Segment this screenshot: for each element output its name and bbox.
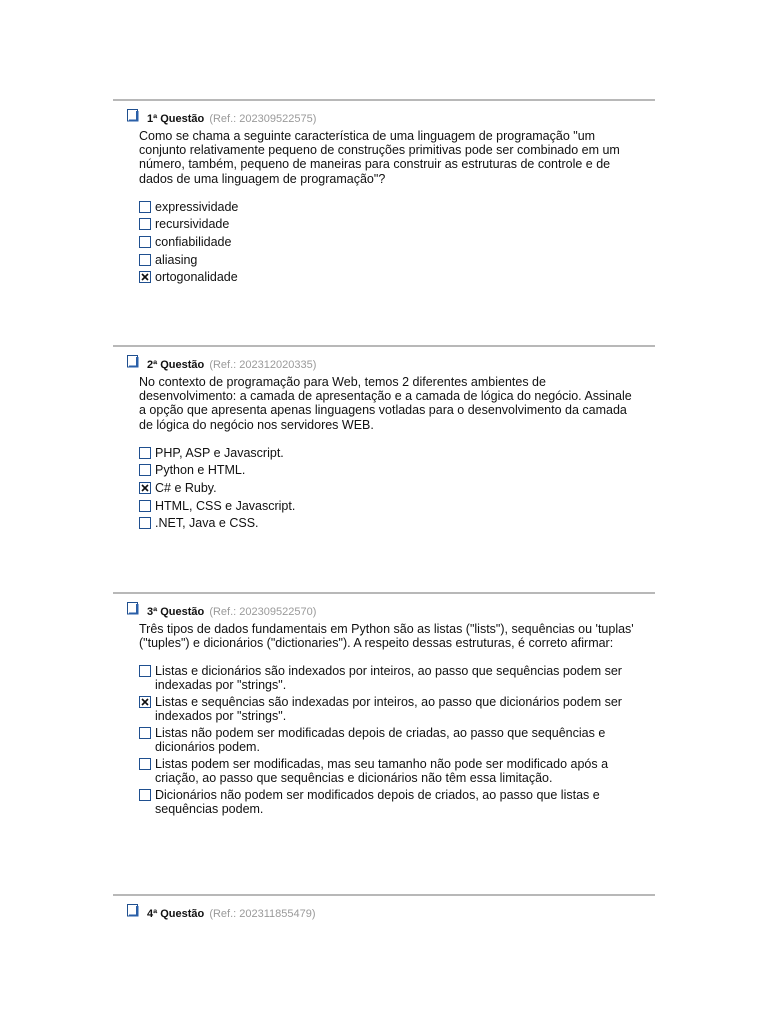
- answer-option[interactable]: [139, 788, 639, 816]
- question-number: 4ª Questão: [147, 908, 205, 920]
- checkbox[interactable]: [139, 789, 151, 801]
- answer-option[interactable]: [139, 499, 639, 513]
- question-number: 1ª Questão: [147, 113, 205, 125]
- answer-options: [139, 200, 639, 284]
- question-text: No contexto de programação para Web, temos 2 diferentes ambientes de desenvolvimento: a camada de apresentação e a camada de lógica do negócio. Assinale a opção que apresenta apenas linguagens votladas para o desenvolvimento da camada de lógica do negócio nos servidores WEB.: [139, 375, 632, 432]
- option-label: Listas podem ser modificadas, mas seu tamanho não pode ser modificado após a criação, ao passo que sequências e dicionários não têm essa limitação.: [155, 757, 609, 786]
- question-divider: [113, 345, 655, 347]
- x-mark-icon: [141, 698, 149, 706]
- checkbox-checked[interactable]: [139, 271, 151, 283]
- question-4: [113, 894, 655, 922]
- answer-option[interactable]: [139, 270, 639, 284]
- option-label: C# e Ruby.: [155, 481, 217, 495]
- answer-option[interactable]: [139, 200, 639, 214]
- question-header: [113, 602, 655, 620]
- question-divider: [113, 99, 655, 101]
- answer-option[interactable]: [139, 217, 639, 231]
- question-number: 2ª Questão: [147, 359, 205, 371]
- question-ref: (Ref.: 202309522570): [209, 606, 317, 618]
- answer-option[interactable]: [139, 757, 639, 785]
- option-label: ortogonalidade: [155, 270, 238, 285]
- document-icon: [127, 355, 139, 368]
- answer-option[interactable]: [139, 253, 639, 267]
- checkbox[interactable]: [139, 665, 151, 677]
- document-icon: [127, 602, 139, 615]
- document-icon: [127, 109, 139, 122]
- checkbox-checked[interactable]: [139, 482, 151, 494]
- question-ref: (Ref.: 202311855479): [209, 908, 316, 920]
- checkbox[interactable]: [139, 201, 151, 213]
- answer-option[interactable]: [139, 235, 639, 249]
- option-label: confiabilidade: [155, 235, 232, 249]
- question-text: Como se chama a seguinte característica de uma linguagem de programação "um conjunto relativamente pequeno de construções primitivas pode ser combinado em um número, também, pequeno de maneiras para construir as estruturas de controle e de dados de uma linguagem de programação"?: [139, 129, 620, 186]
- question-header: [113, 355, 655, 373]
- checkbox[interactable]: [139, 758, 151, 770]
- answer-options: [139, 446, 639, 530]
- question-divider: [113, 894, 655, 896]
- answer-option[interactable]: [139, 516, 639, 530]
- answer-option[interactable]: [139, 446, 639, 460]
- option-label: Dicionários não podem ser modificados depois de criados, ao passo que listas e sequências podem.: [155, 788, 600, 817]
- x-mark-icon: [141, 273, 149, 281]
- question-text: Três tipos de dados fundamentais em Python são as listas ("lists"), sequências ou 'tuplas' ("tuples") e dicionários ("dictionaries"). A respeito dessas estruturas, é correto afirmar:: [139, 622, 634, 651]
- checkbox[interactable]: [139, 727, 151, 739]
- answer-option[interactable]: [139, 695, 639, 723]
- question-header: [113, 904, 655, 922]
- question-divider: [113, 592, 655, 594]
- question-1: [113, 99, 655, 288]
- question-label: [147, 358, 316, 372]
- question-label: [147, 605, 316, 619]
- option-label: HTML, CSS e Javascript.: [155, 498, 296, 513]
- x-mark-icon: [141, 484, 149, 492]
- question-3: [113, 592, 655, 819]
- question-2: [113, 345, 655, 534]
- checkbox[interactable]: [139, 254, 151, 266]
- question-ref: (Ref.: 202309522575): [209, 113, 317, 125]
- document-icon: [127, 904, 139, 917]
- option-label: expressividade: [155, 199, 239, 214]
- answer-options: [139, 664, 639, 816]
- question-ref: (Ref.: 202312020335): [209, 359, 317, 371]
- question-number: 3ª Questão: [147, 606, 205, 618]
- answer-option[interactable]: [139, 664, 639, 692]
- checkbox-checked[interactable]: [139, 696, 151, 708]
- checkbox[interactable]: [139, 500, 151, 512]
- option-label: Listas não podem ser modificadas depois de criadas, ao passo que sequências e dicionários podem.: [155, 726, 606, 755]
- question-label: [147, 112, 316, 126]
- option-label: aliasing: [155, 252, 198, 267]
- answer-option[interactable]: [139, 463, 639, 477]
- checkbox[interactable]: [139, 464, 151, 476]
- question-label: [147, 907, 316, 921]
- option-label: Listas e dicionários são indexados por inteiros, ao passo que sequências podem ser indexadas por "strings".: [155, 664, 622, 693]
- checkbox[interactable]: [139, 236, 151, 248]
- answer-option[interactable]: [139, 726, 639, 754]
- checkbox[interactable]: [139, 517, 151, 529]
- checkbox[interactable]: [139, 447, 151, 459]
- checkbox[interactable]: [139, 218, 151, 230]
- option-label: recursividade: [155, 217, 230, 232]
- question-header: [113, 109, 655, 127]
- option-label: PHP, ASP e Javascript.: [155, 445, 284, 460]
- option-label: Python e HTML.: [155, 463, 246, 478]
- answer-option[interactable]: [139, 481, 639, 495]
- option-label: .NET, Java e CSS.: [155, 516, 259, 531]
- option-label: Listas e sequências são indexadas por inteiros, ao passo que dicionários podem ser indexados por "strings".: [155, 695, 622, 724]
